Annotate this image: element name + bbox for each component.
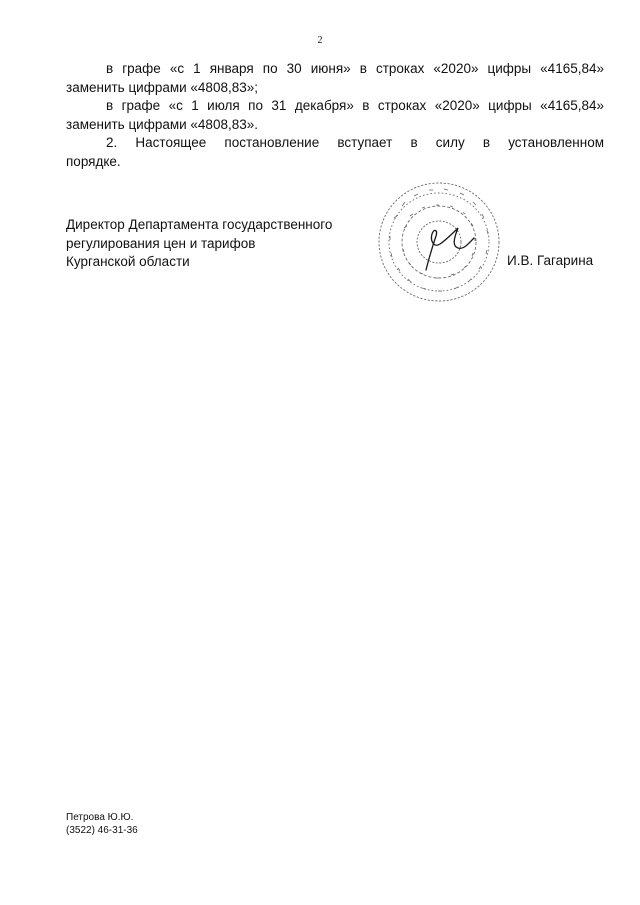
body-text (66, 60, 604, 171)
position-line-2: регулирования цен и тарифов (66, 235, 256, 251)
paragraph-3-line-2: порядке. (66, 153, 121, 169)
official-seal-icon (374, 178, 504, 306)
paragraph-1-line-1: в графе «с 1 января по 30 июня» в строках «2020» цифры «4165,84» (106, 61, 604, 76)
executor-name: Петрова Ю.Ю. (66, 812, 134, 823)
paragraph-2-line-2: заменить цифрами «4808,83». (66, 116, 258, 132)
signature-position (66, 216, 366, 272)
page-number: 2 (317, 35, 323, 46)
signer-name: И.В. Гагарина (507, 253, 594, 268)
paragraph-3-line-1: 2. Настоящее постановление вступает в силу в установленном (106, 135, 604, 150)
seal-lettering-marks (390, 189, 488, 291)
paragraph-2-line-1: в графе «с 1 июля по 31 декабря» в строках «2020» цифры «4165,84» (106, 98, 604, 113)
handwritten-signature-icon (426, 228, 474, 270)
position-line-3: Курганской области (66, 254, 190, 269)
executor-phone: (3522) 46-31-36 (66, 825, 138, 836)
position-line-1: Директор Департамента государственного (66, 217, 333, 232)
seal-rings (379, 183, 499, 301)
executor-footer (66, 811, 138, 837)
paragraph-1-line-2: заменить цифрами «4808,83»; (66, 79, 258, 95)
